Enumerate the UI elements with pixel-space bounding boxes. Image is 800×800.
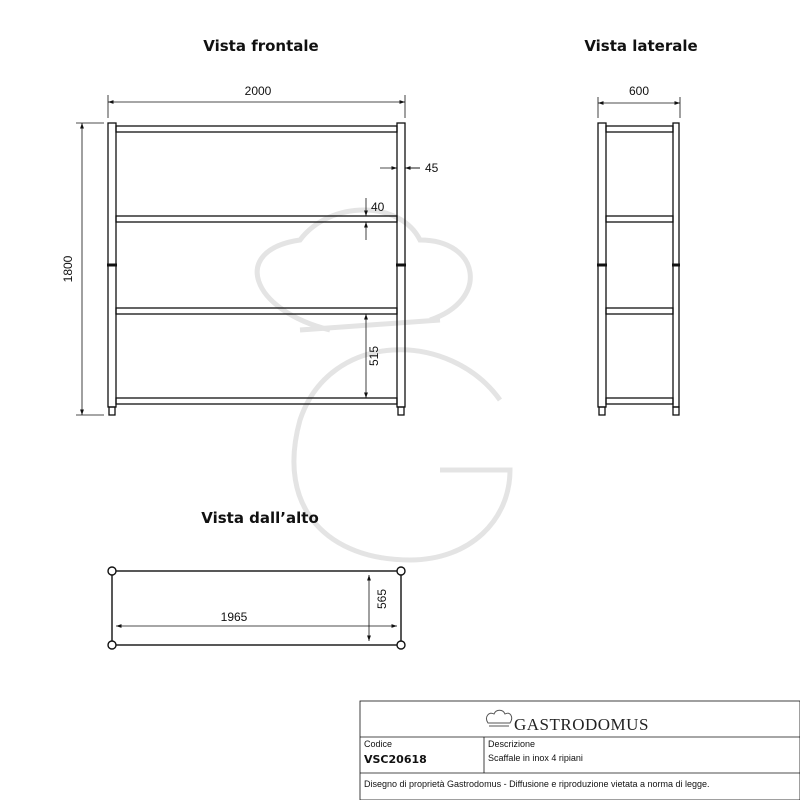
- left-foot: [109, 407, 115, 415]
- side-dimensions: [598, 97, 680, 118]
- dim-front-height: 1800: [61, 255, 75, 283]
- dim-upright-width: 45: [425, 161, 439, 175]
- top-view: [108, 567, 405, 649]
- side-view-title: Vista laterale: [584, 37, 698, 55]
- dim-shelf-spacing: 515: [367, 345, 381, 367]
- watermark-logo: [257, 210, 510, 560]
- brand-name: GASTRODOMUS: [514, 715, 649, 734]
- ownership-notice: Disegno di proprietà Gastrodomus - Diffusione e riproduzione vietata a norma di legge.: [364, 779, 710, 789]
- side-shelf-2: [606, 216, 673, 222]
- shelf-4: [116, 398, 397, 404]
- dim-front-width: 2000: [244, 84, 272, 98]
- top-dimensions: [116, 575, 397, 641]
- side-shelf-4: [606, 398, 673, 404]
- dim-top-depth: 565: [375, 588, 389, 610]
- chef-hat-icon: [487, 710, 512, 726]
- side-shelf-1: [606, 126, 673, 132]
- description-label: Descrizione: [488, 739, 536, 749]
- shelf-2: [116, 216, 397, 222]
- dim-top-length: 1965: [220, 610, 248, 624]
- code-value: VSC20618: [364, 753, 427, 766]
- top-view-title: Vista dall’alto: [201, 509, 319, 527]
- dim-side-depth: 600: [628, 84, 650, 98]
- shelf-3: [116, 308, 397, 314]
- front-view-title: Vista frontale: [203, 37, 319, 55]
- side-view: [597, 123, 680, 415]
- side-shelf-3: [606, 308, 673, 314]
- description-value: Scaffale in inox 4 ripiani: [488, 753, 583, 763]
- right-foot: [398, 407, 404, 415]
- dim-shelf-thickness: 40: [371, 200, 385, 214]
- code-label: Codice: [364, 739, 393, 749]
- shelf-1: [116, 126, 397, 132]
